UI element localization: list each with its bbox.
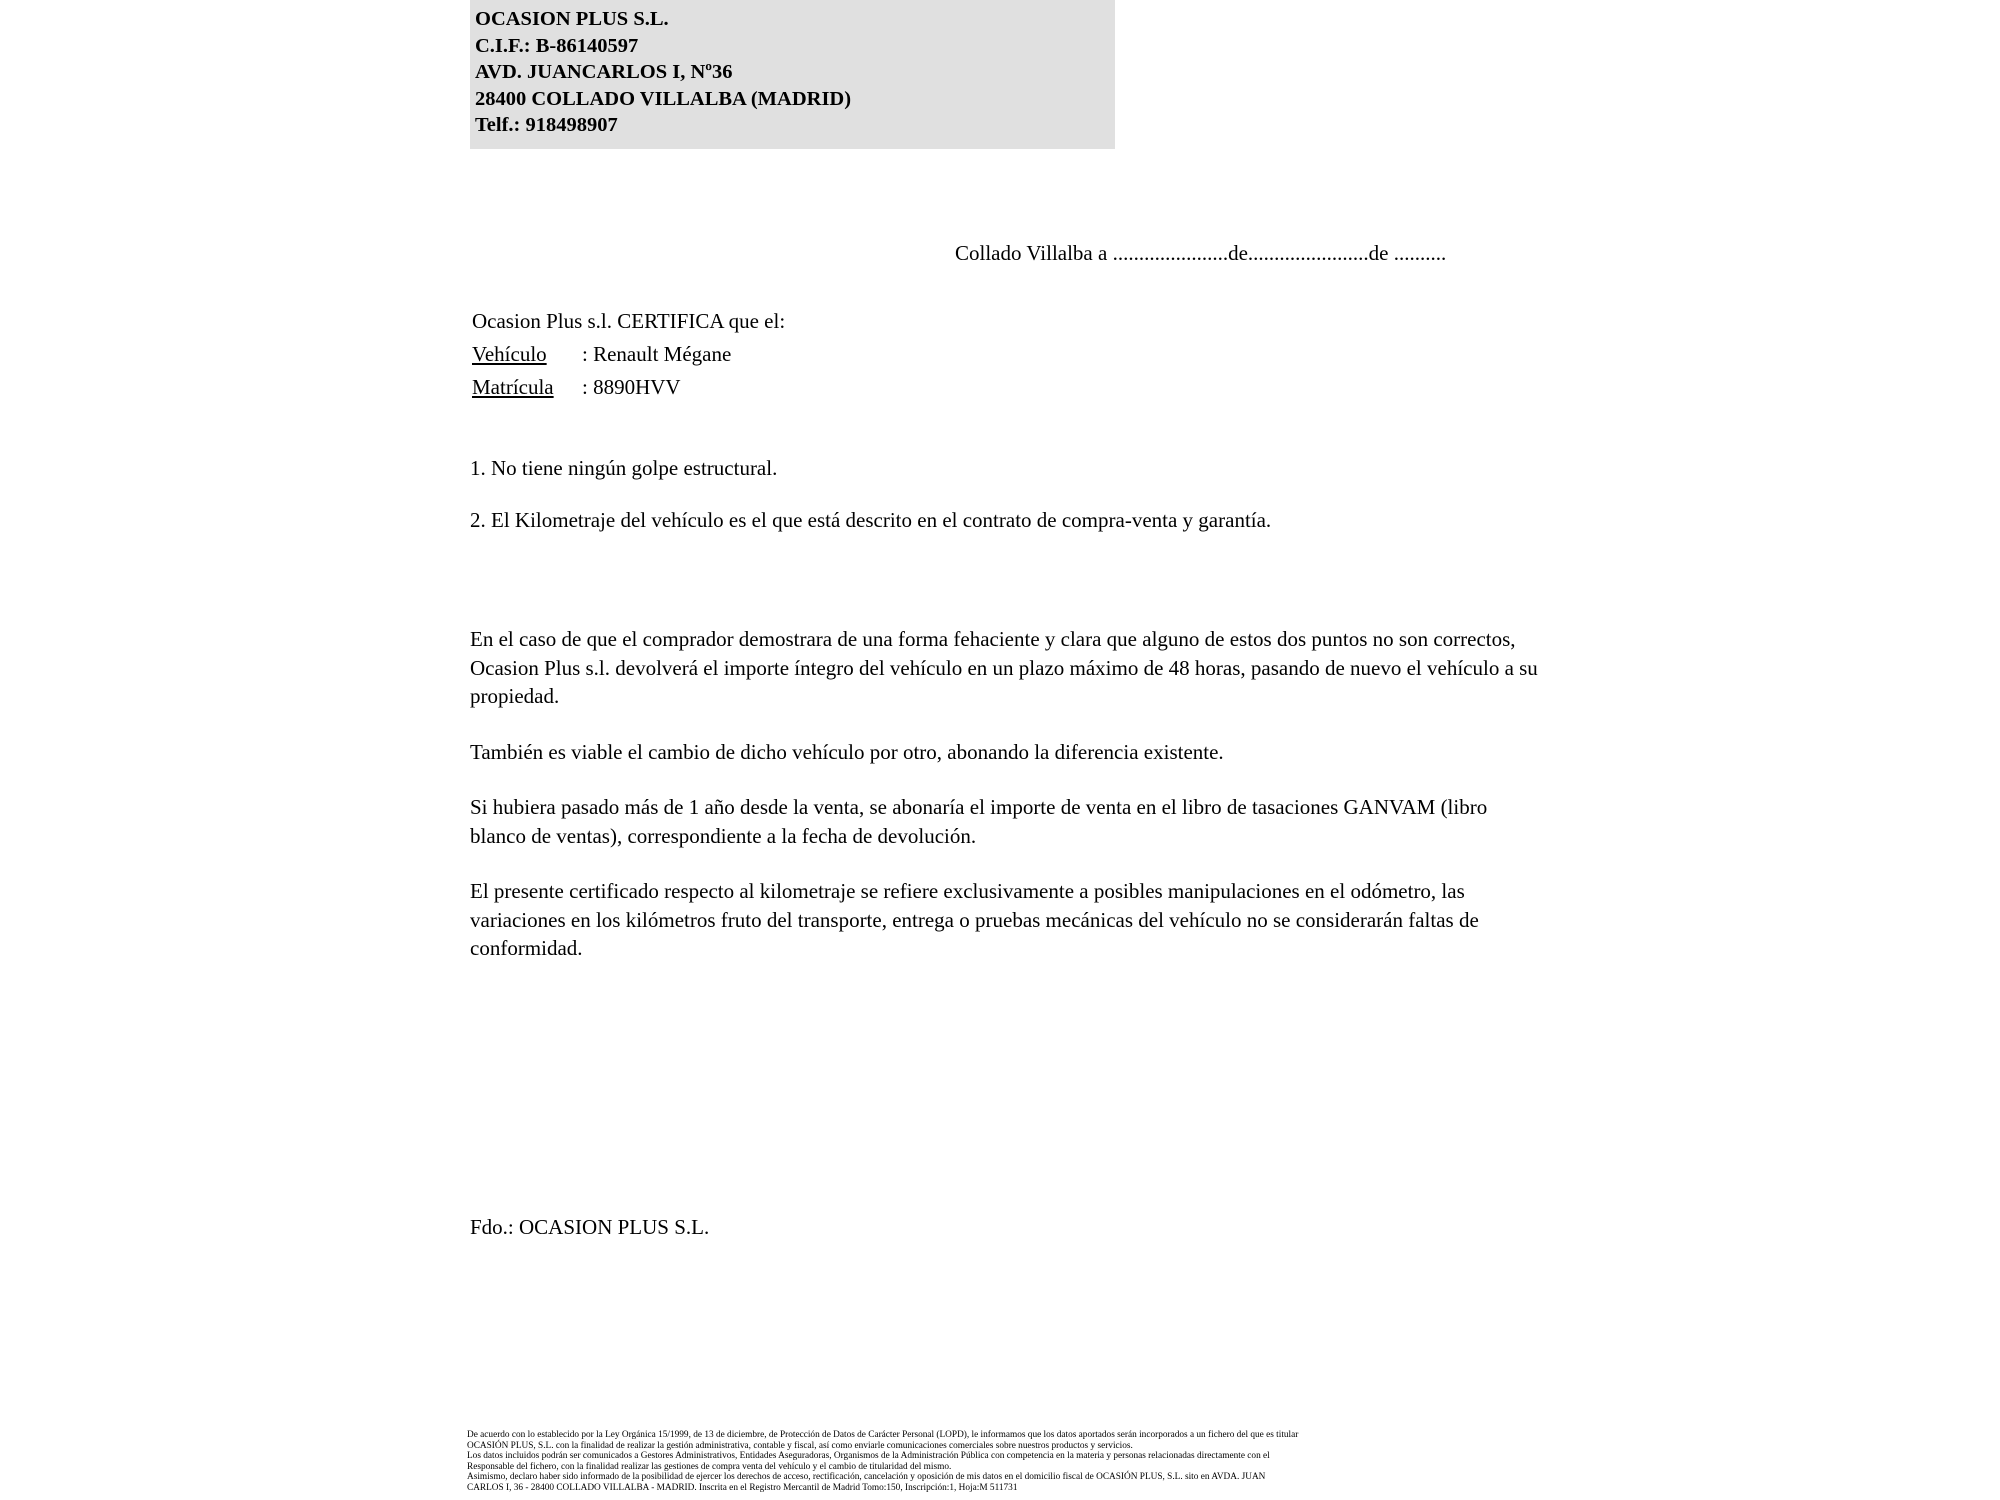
vehicle-label: Vehículo [472,342,547,366]
company-street: AVD. JUANCARLOS I, Nº36 [475,61,733,83]
letterhead-block [470,0,1115,149]
legal-footer [467,1430,1557,1494]
list-item: 2. El Kilometraje del vehículo es el que está descrito en el contrato de compra-venta y garantía. [470,508,1272,532]
plate-row [472,371,785,404]
legal-block1-line2: OCASIÓN PLUS, S.L. con la finalidad de realizar la gestión administrativa, contable y fiscal, así como enviarle comunicaciones comerciales sobre nuestros productos y servicios. [467,1440,1133,1451]
company-phone: Telf.: 918498907 [475,114,618,136]
paragraph-exchange-option: También es viable el cambio de dicho vehículo por otro, abonando la diferencia existente. [470,739,1224,764]
paragraph-after-one-year: Si hubiera pasado más de 1 año desde la venta, se abonaría el importe de venta en el libro de tasaciones GANVAM (libro blanco de ventas), correspondiente a la fecha de devolución. [470,795,1488,848]
legal-block2-line2: Responsable del fichero, con la finalidad realizar las gestiones de compra venta del vehículo y el cambio de titularidad del mismo. [467,1461,952,1472]
signature-line: Fdo.: OCASION PLUS S.L. [470,1215,710,1239]
list-item: 1. No tiene ningún golpe estructural. [470,456,778,480]
vehicle-value: : Renault Mégane [582,342,732,366]
legal-block3-line1: Asimismo, declaro haber sido informado de la posibilidad de ejercer los derechos de acceso, rectificación, cancelación y oposición de mis datos en el domicilio fiscal de OCASIÓN PLUS, S.L. sito en AVDA. JUAN [467,1472,1266,1483]
company-cif: C.I.F.: B-86140597 [475,34,639,57]
company-name: OCASION PLUS S.L. [475,8,669,30]
place-and-date-line: Collado Villalba a ......................de.......................de .......... [955,241,1447,265]
certifica-intro: Ocasion Plus s.l. CERTIFICA que el: [472,309,786,333]
paragraph-refund-terms: En el caso de que el comprador demostrara de una forma fehaciente y clara que alguno de estos dos puntos no son correctos, Ocasion Plus s.l. devolverá el importe íntegro del vehículo en un plazo máximo de 48 horas, pasando de nuevo el vehículo a su propiedad. [470,627,1538,708]
company-city: 28400 COLLADO VILLALBA (MADRID) [475,87,852,110]
legal-block3-line2: CARLOS I, 36 - 28400 COLLADO VILLALBA - MADRID. Inscrita en el Registro Mercantil de Madrid Tomo:150, Inscripción:1, Hoja:M 511731 [467,1482,1018,1493]
plate-label: Matrícula [472,375,554,399]
certification-block [472,305,785,404]
legal-block1-line1: De acuerdo con lo establecido por la Ley Orgánica 15/1999, de 13 de diciembre, de Protección de Datos de Carácter Personal (LOPD), le informamos que los datos aportados serán incorporados a un fichero del que es titular [467,1430,1299,1440]
certified-points-list [470,455,1271,559]
legal-block2-line1: Los datos incluidos podrán ser comunicados a Gestores Administrativos, Entidades Aseguradoras, Organismos de la Administración Pública con competencia en la materia y personas relacionadas directamente con el [467,1451,1270,1462]
body-text [470,625,1540,990]
vehicle-row [472,338,785,371]
plate-value: : 8890HVV [582,375,681,399]
paragraph-odometer-scope: El presente certificado respecto al kilometraje se refiere exclusivamente a posibles manipulaciones en el odómetro, las variaciones en los kilómetros fruto del transporte, entrega o pruebas mecánicas del vehículo no se considerarán faltas de conformidad. [470,879,1479,960]
